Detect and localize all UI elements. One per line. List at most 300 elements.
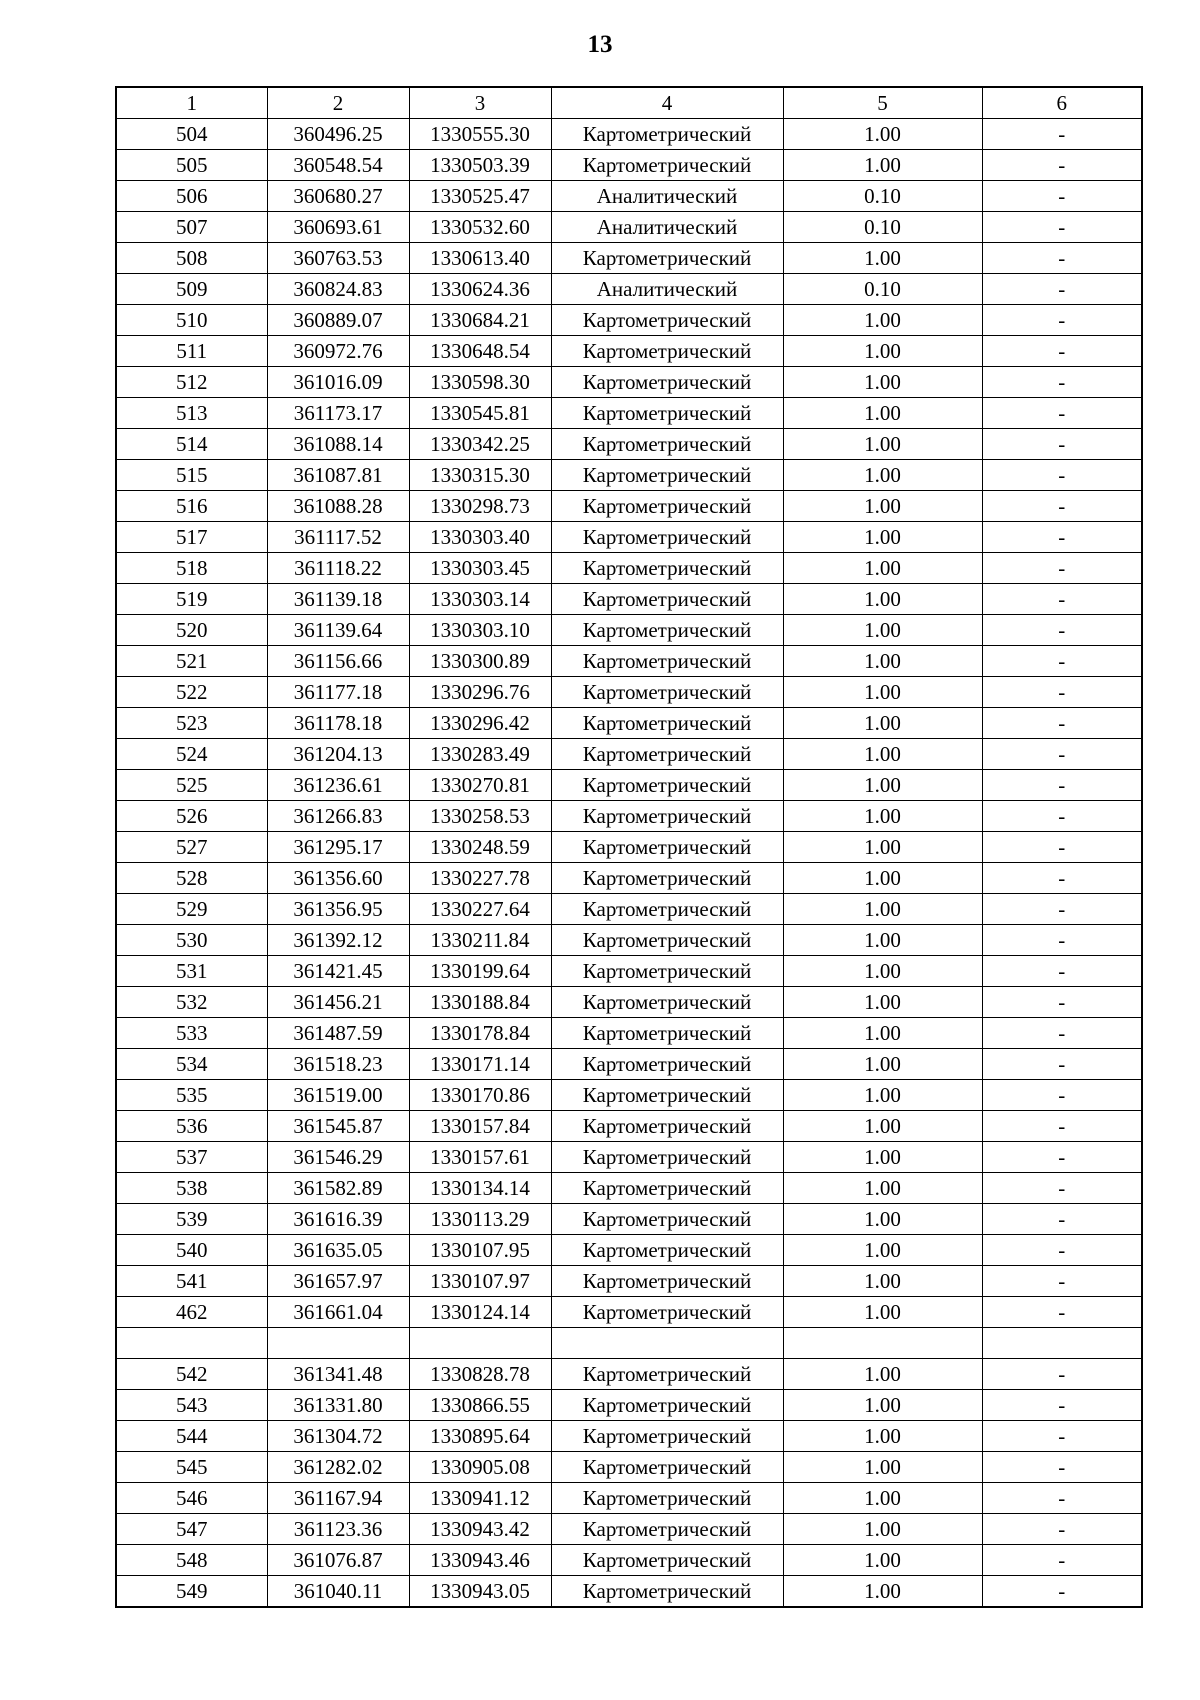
x-coordinate-cell: 361519.00 <box>267 1080 409 1111</box>
accuracy-cell: 1.00 <box>783 925 982 956</box>
method-cell: Картометрический <box>551 1421 783 1452</box>
accuracy-cell: 1.00 <box>783 1235 982 1266</box>
point-number-cell: 522 <box>116 677 267 708</box>
method-cell: Картометрический <box>551 1080 783 1111</box>
x-coordinate-cell: 361661.04 <box>267 1297 409 1328</box>
table-row <box>116 398 1142 429</box>
point-number-cell: 521 <box>116 646 267 677</box>
note-cell: - <box>982 584 1142 615</box>
method-cell: Картометрический <box>551 1390 783 1421</box>
point-number-cell: 507 <box>116 212 267 243</box>
point-number-cell: 516 <box>116 491 267 522</box>
point-number-cell: 528 <box>116 863 267 894</box>
point-number-cell: 515 <box>116 460 267 491</box>
header-cell: 5 <box>783 87 982 119</box>
accuracy-cell: 1.00 <box>783 460 982 491</box>
y-coordinate-cell: 1330598.30 <box>409 367 551 398</box>
note-cell: - <box>982 212 1142 243</box>
x-coordinate-cell: 361173.17 <box>267 398 409 429</box>
x-coordinate-cell: 361087.81 <box>267 460 409 491</box>
note-cell: - <box>982 956 1142 987</box>
table-row <box>116 367 1142 398</box>
method-cell: Картометрический <box>551 646 783 677</box>
x-coordinate-cell: 361177.18 <box>267 677 409 708</box>
table-row <box>116 646 1142 677</box>
method-cell: Картометрический <box>551 1266 783 1297</box>
accuracy-cell: 1.00 <box>783 243 982 274</box>
x-coordinate-cell: 361076.87 <box>267 1545 409 1576</box>
point-number-cell: 530 <box>116 925 267 956</box>
x-coordinate-cell: 361331.80 <box>267 1390 409 1421</box>
note-cell: - <box>982 398 1142 429</box>
point-number-cell: 524 <box>116 739 267 770</box>
method-cell: Картометрический <box>551 491 783 522</box>
header-cell: 4 <box>551 87 783 119</box>
accuracy-cell: 1.00 <box>783 1204 982 1235</box>
y-coordinate-cell: 1330211.84 <box>409 925 551 956</box>
note-cell: - <box>982 615 1142 646</box>
y-coordinate-cell: 1330134.14 <box>409 1173 551 1204</box>
method-cell: Картометрический <box>551 1576 783 1608</box>
x-coordinate-cell: 360548.54 <box>267 150 409 181</box>
table-row <box>116 894 1142 925</box>
accuracy-cell: 1.00 <box>783 1266 982 1297</box>
method-cell <box>551 1328 783 1359</box>
note-cell: - <box>982 739 1142 770</box>
accuracy-cell: 1.00 <box>783 1514 982 1545</box>
y-coordinate-cell: 1330866.55 <box>409 1390 551 1421</box>
y-coordinate-cell: 1330270.81 <box>409 770 551 801</box>
note-cell: - <box>982 708 1142 739</box>
table-header-row <box>116 87 1142 119</box>
point-number-cell: 535 <box>116 1080 267 1111</box>
x-coordinate-cell: 361456.21 <box>267 987 409 1018</box>
accuracy-cell: 1.00 <box>783 1483 982 1514</box>
point-number-cell <box>116 1328 267 1359</box>
table-row <box>116 1297 1142 1328</box>
table-row <box>116 1018 1142 1049</box>
point-number-cell: 534 <box>116 1049 267 1080</box>
y-coordinate-cell: 1330613.40 <box>409 243 551 274</box>
accuracy-cell: 1.00 <box>783 1173 982 1204</box>
note-cell: - <box>982 1142 1142 1173</box>
accuracy-cell: 1.00 <box>783 801 982 832</box>
accuracy-cell: 1.00 <box>783 1576 982 1608</box>
accuracy-cell: 1.00 <box>783 863 982 894</box>
method-cell: Картометрический <box>551 1297 783 1328</box>
accuracy-cell: 1.00 <box>783 770 982 801</box>
method-cell: Картометрический <box>551 987 783 1018</box>
point-number-cell: 543 <box>116 1390 267 1421</box>
method-cell: Картометрический <box>551 863 783 894</box>
accuracy-cell: 0.10 <box>783 274 982 305</box>
table-row <box>116 1142 1142 1173</box>
point-number-cell: 525 <box>116 770 267 801</box>
accuracy-cell: 1.00 <box>783 1452 982 1483</box>
point-number-cell: 526 <box>116 801 267 832</box>
accuracy-cell: 1.00 <box>783 491 982 522</box>
point-number-cell: 529 <box>116 894 267 925</box>
table-row <box>116 1452 1142 1483</box>
x-coordinate-cell: 361392.12 <box>267 925 409 956</box>
accuracy-cell: 1.00 <box>783 150 982 181</box>
method-cell: Картометрический <box>551 553 783 584</box>
y-coordinate-cell: 1330227.78 <box>409 863 551 894</box>
x-coordinate-cell: 361123.36 <box>267 1514 409 1545</box>
note-cell: - <box>982 1235 1142 1266</box>
y-coordinate-cell: 1330157.84 <box>409 1111 551 1142</box>
accuracy-cell: 1.00 <box>783 987 982 1018</box>
x-coordinate-cell: 360763.53 <box>267 243 409 274</box>
y-coordinate-cell: 1330178.84 <box>409 1018 551 1049</box>
note-cell: - <box>982 150 1142 181</box>
note-cell: - <box>982 1452 1142 1483</box>
note-cell: - <box>982 1483 1142 1514</box>
table-row <box>116 801 1142 832</box>
x-coordinate-cell: 361016.09 <box>267 367 409 398</box>
accuracy-cell: 1.00 <box>783 1297 982 1328</box>
table-row <box>116 243 1142 274</box>
note-cell: - <box>982 367 1142 398</box>
table-row <box>116 1266 1142 1297</box>
y-coordinate-cell: 1330895.64 <box>409 1421 551 1452</box>
note-cell: - <box>982 1204 1142 1235</box>
method-cell: Картометрический <box>551 1142 783 1173</box>
note-cell: - <box>982 1390 1142 1421</box>
header-cell: 2 <box>267 87 409 119</box>
method-cell: Аналитический <box>551 274 783 305</box>
y-coordinate-cell: 1330303.40 <box>409 522 551 553</box>
table-row <box>116 1080 1142 1111</box>
accuracy-cell: 1.00 <box>783 1359 982 1390</box>
accuracy-cell: 1.00 <box>783 1545 982 1576</box>
x-coordinate-cell: 361266.83 <box>267 801 409 832</box>
table-row <box>116 1173 1142 1204</box>
x-coordinate-cell: 361139.64 <box>267 615 409 646</box>
accuracy-cell: 1.00 <box>783 646 982 677</box>
note-cell: - <box>982 1266 1142 1297</box>
note-cell: - <box>982 1359 1142 1390</box>
x-coordinate-cell: 361582.89 <box>267 1173 409 1204</box>
note-cell: - <box>982 429 1142 460</box>
accuracy-cell: 1.00 <box>783 1142 982 1173</box>
accuracy-cell: 1.00 <box>783 1018 982 1049</box>
point-number-cell: 542 <box>116 1359 267 1390</box>
x-coordinate-cell: 361040.11 <box>267 1576 409 1608</box>
accuracy-cell: 1.00 <box>783 894 982 925</box>
accuracy-cell: 1.00 <box>783 584 982 615</box>
point-number-cell: 545 <box>116 1452 267 1483</box>
table-row <box>116 336 1142 367</box>
table-row <box>116 987 1142 1018</box>
method-cell: Картометрический <box>551 1545 783 1576</box>
note-cell: - <box>982 801 1142 832</box>
x-coordinate-cell: 360824.83 <box>267 274 409 305</box>
y-coordinate-cell: 1330545.81 <box>409 398 551 429</box>
y-coordinate-cell: 1330648.54 <box>409 336 551 367</box>
method-cell: Картометрический <box>551 150 783 181</box>
header-cell: 3 <box>409 87 551 119</box>
point-number-cell: 539 <box>116 1204 267 1235</box>
table-row <box>116 1204 1142 1235</box>
y-coordinate-cell: 1330943.05 <box>409 1576 551 1608</box>
point-number-cell: 549 <box>116 1576 267 1608</box>
header-cell: 1 <box>116 87 267 119</box>
y-coordinate-cell: 1330503.39 <box>409 150 551 181</box>
y-coordinate-cell: 1330227.64 <box>409 894 551 925</box>
accuracy-cell: 1.00 <box>783 336 982 367</box>
accuracy-cell: 0.10 <box>783 212 982 243</box>
y-coordinate-cell: 1330828.78 <box>409 1359 551 1390</box>
table-row <box>116 553 1142 584</box>
table-row <box>116 1545 1142 1576</box>
accuracy-cell: 1.00 <box>783 708 982 739</box>
table-row <box>116 1049 1142 1080</box>
accuracy-cell: 1.00 <box>783 832 982 863</box>
point-number-cell: 517 <box>116 522 267 553</box>
note-cell: - <box>982 832 1142 863</box>
table-row <box>116 150 1142 181</box>
x-coordinate-cell: 361204.13 <box>267 739 409 770</box>
method-cell: Картометрический <box>551 1235 783 1266</box>
x-coordinate-cell: 361487.59 <box>267 1018 409 1049</box>
point-number-cell: 511 <box>116 336 267 367</box>
method-cell: Картометрический <box>551 1452 783 1483</box>
table-row <box>116 1359 1142 1390</box>
y-coordinate-cell: 1330943.46 <box>409 1545 551 1576</box>
table-row <box>116 677 1142 708</box>
point-number-cell: 536 <box>116 1111 267 1142</box>
accuracy-cell: 1.00 <box>783 1421 982 1452</box>
point-number-cell: 509 <box>116 274 267 305</box>
table-row <box>116 1514 1142 1545</box>
y-coordinate-cell: 1330124.14 <box>409 1297 551 1328</box>
point-number-cell: 523 <box>116 708 267 739</box>
method-cell: Картометрический <box>551 708 783 739</box>
note-cell: - <box>982 1576 1142 1608</box>
table-row <box>116 305 1142 336</box>
y-coordinate-cell: 1330342.25 <box>409 429 551 460</box>
note-cell: - <box>982 491 1142 522</box>
table-row <box>116 584 1142 615</box>
accuracy-cell: 1.00 <box>783 1080 982 1111</box>
y-coordinate-cell: 1330296.76 <box>409 677 551 708</box>
y-coordinate-cell: 1330258.53 <box>409 801 551 832</box>
table-row <box>116 212 1142 243</box>
table-row <box>116 615 1142 646</box>
y-coordinate-cell: 1330188.84 <box>409 987 551 1018</box>
method-cell: Картометрический <box>551 925 783 956</box>
method-cell: Картометрический <box>551 305 783 336</box>
y-coordinate-cell: 1330296.42 <box>409 708 551 739</box>
table-row <box>116 274 1142 305</box>
x-coordinate-cell: 361635.05 <box>267 1235 409 1266</box>
note-cell: - <box>982 1297 1142 1328</box>
x-coordinate-cell: 361088.14 <box>267 429 409 460</box>
method-cell: Картометрический <box>551 460 783 491</box>
table-row <box>116 1576 1142 1608</box>
method-cell: Аналитический <box>551 181 783 212</box>
point-number-cell: 537 <box>116 1142 267 1173</box>
table-row <box>116 522 1142 553</box>
y-coordinate-cell: 1330107.95 <box>409 1235 551 1266</box>
table-row <box>116 1235 1142 1266</box>
note-cell: - <box>982 1545 1142 1576</box>
point-number-cell: 506 <box>116 181 267 212</box>
x-coordinate-cell: 361236.61 <box>267 770 409 801</box>
point-number-cell: 527 <box>116 832 267 863</box>
accuracy-cell: 1.00 <box>783 1049 982 1080</box>
y-coordinate-cell: 1330303.14 <box>409 584 551 615</box>
point-number-cell: 505 <box>116 150 267 181</box>
note-cell: - <box>982 1173 1142 1204</box>
method-cell: Картометрический <box>551 1049 783 1080</box>
table-row <box>116 863 1142 894</box>
note-cell: - <box>982 925 1142 956</box>
note-cell: - <box>982 1514 1142 1545</box>
accuracy-cell: 1.00 <box>783 367 982 398</box>
note-cell: - <box>982 119 1142 150</box>
method-cell: Картометрический <box>551 1359 783 1390</box>
page-number: 13 <box>587 31 613 58</box>
y-coordinate-cell: 1330303.45 <box>409 553 551 584</box>
method-cell: Картометрический <box>551 336 783 367</box>
table-row <box>116 708 1142 739</box>
y-coordinate-cell: 1330684.21 <box>409 305 551 336</box>
table-row <box>116 832 1142 863</box>
point-number-cell: 533 <box>116 1018 267 1049</box>
x-coordinate-cell: 361546.29 <box>267 1142 409 1173</box>
method-cell: Картометрический <box>551 1204 783 1235</box>
x-coordinate-cell: 361167.94 <box>267 1483 409 1514</box>
header-cell: 6 <box>982 87 1142 119</box>
note-cell: - <box>982 305 1142 336</box>
method-cell: Картометрический <box>551 1483 783 1514</box>
table-row <box>116 1390 1142 1421</box>
x-coordinate-cell: 361657.97 <box>267 1266 409 1297</box>
point-number-cell: 541 <box>116 1266 267 1297</box>
note-cell: - <box>982 1018 1142 1049</box>
y-coordinate-cell: 1330107.97 <box>409 1266 551 1297</box>
y-coordinate-cell: 1330532.60 <box>409 212 551 243</box>
y-coordinate-cell: 1330624.36 <box>409 274 551 305</box>
table-row <box>116 181 1142 212</box>
accuracy-cell: 1.00 <box>783 956 982 987</box>
x-coordinate-cell: 361341.48 <box>267 1359 409 1390</box>
x-coordinate-cell: 361616.39 <box>267 1204 409 1235</box>
y-coordinate-cell: 1330199.64 <box>409 956 551 987</box>
coordinates-table <box>115 86 1143 1608</box>
point-number-cell: 531 <box>116 956 267 987</box>
y-coordinate-cell: 1330303.10 <box>409 615 551 646</box>
x-coordinate-cell: 361178.18 <box>267 708 409 739</box>
point-number-cell: 546 <box>116 1483 267 1514</box>
point-number-cell: 540 <box>116 1235 267 1266</box>
table-row <box>116 1421 1142 1452</box>
y-coordinate-cell: 1330300.89 <box>409 646 551 677</box>
note-cell: - <box>982 181 1142 212</box>
point-number-cell: 544 <box>116 1421 267 1452</box>
y-coordinate-cell: 1330283.49 <box>409 739 551 770</box>
y-coordinate-cell: 1330170.86 <box>409 1080 551 1111</box>
y-coordinate-cell: 1330248.59 <box>409 832 551 863</box>
x-coordinate-cell <box>267 1328 409 1359</box>
note-cell: - <box>982 894 1142 925</box>
coordinates-table-container <box>115 86 1141 1608</box>
accuracy-cell: 1.00 <box>783 553 982 584</box>
x-coordinate-cell: 361139.18 <box>267 584 409 615</box>
table-row <box>116 119 1142 150</box>
table-row <box>116 1483 1142 1514</box>
note-cell: - <box>982 522 1142 553</box>
y-coordinate-cell: 1330943.42 <box>409 1514 551 1545</box>
method-cell: Картометрический <box>551 739 783 770</box>
x-coordinate-cell: 360889.07 <box>267 305 409 336</box>
point-number-cell: 519 <box>116 584 267 615</box>
note-cell: - <box>982 1080 1142 1111</box>
y-coordinate-cell: 1330555.30 <box>409 119 551 150</box>
note-cell: - <box>982 770 1142 801</box>
accuracy-cell: 1.00 <box>783 429 982 460</box>
point-number-cell: 508 <box>116 243 267 274</box>
accuracy-cell: 1.00 <box>783 615 982 646</box>
note-cell <box>982 1328 1142 1359</box>
table-row <box>116 739 1142 770</box>
x-coordinate-cell: 360972.76 <box>267 336 409 367</box>
y-coordinate-cell: 1330171.14 <box>409 1049 551 1080</box>
x-coordinate-cell: 361304.72 <box>267 1421 409 1452</box>
accuracy-cell: 1.00 <box>783 677 982 708</box>
method-cell: Аналитический <box>551 212 783 243</box>
point-number-cell: 462 <box>116 1297 267 1328</box>
table-row <box>116 1111 1142 1142</box>
method-cell: Картометрический <box>551 615 783 646</box>
x-coordinate-cell: 361518.23 <box>267 1049 409 1080</box>
y-coordinate-cell: 1330525.47 <box>409 181 551 212</box>
accuracy-cell: 1.00 <box>783 119 982 150</box>
note-cell: - <box>982 336 1142 367</box>
x-coordinate-cell: 361156.66 <box>267 646 409 677</box>
x-coordinate-cell: 360680.27 <box>267 181 409 212</box>
y-coordinate-cell: 1330905.08 <box>409 1452 551 1483</box>
point-number-cell: 547 <box>116 1514 267 1545</box>
x-coordinate-cell: 361356.60 <box>267 863 409 894</box>
note-cell: - <box>982 677 1142 708</box>
y-coordinate-cell: 1330941.12 <box>409 1483 551 1514</box>
point-number-cell: 514 <box>116 429 267 460</box>
x-coordinate-cell: 361282.02 <box>267 1452 409 1483</box>
x-coordinate-cell: 361117.52 <box>267 522 409 553</box>
method-cell: Картометрический <box>551 677 783 708</box>
point-number-cell: 538 <box>116 1173 267 1204</box>
method-cell: Картометрический <box>551 398 783 429</box>
method-cell: Картометрический <box>551 367 783 398</box>
x-coordinate-cell: 360693.61 <box>267 212 409 243</box>
point-number-cell: 548 <box>116 1545 267 1576</box>
note-cell: - <box>982 1049 1142 1080</box>
point-number-cell: 504 <box>116 119 267 150</box>
point-number-cell: 510 <box>116 305 267 336</box>
method-cell: Картометрический <box>551 429 783 460</box>
y-coordinate-cell <box>409 1328 551 1359</box>
y-coordinate-cell: 1330298.73 <box>409 491 551 522</box>
point-number-cell: 512 <box>116 367 267 398</box>
method-cell: Картометрический <box>551 770 783 801</box>
x-coordinate-cell: 361421.45 <box>267 956 409 987</box>
method-cell: Картометрический <box>551 584 783 615</box>
method-cell: Картометрический <box>551 522 783 553</box>
point-number-cell: 532 <box>116 987 267 1018</box>
